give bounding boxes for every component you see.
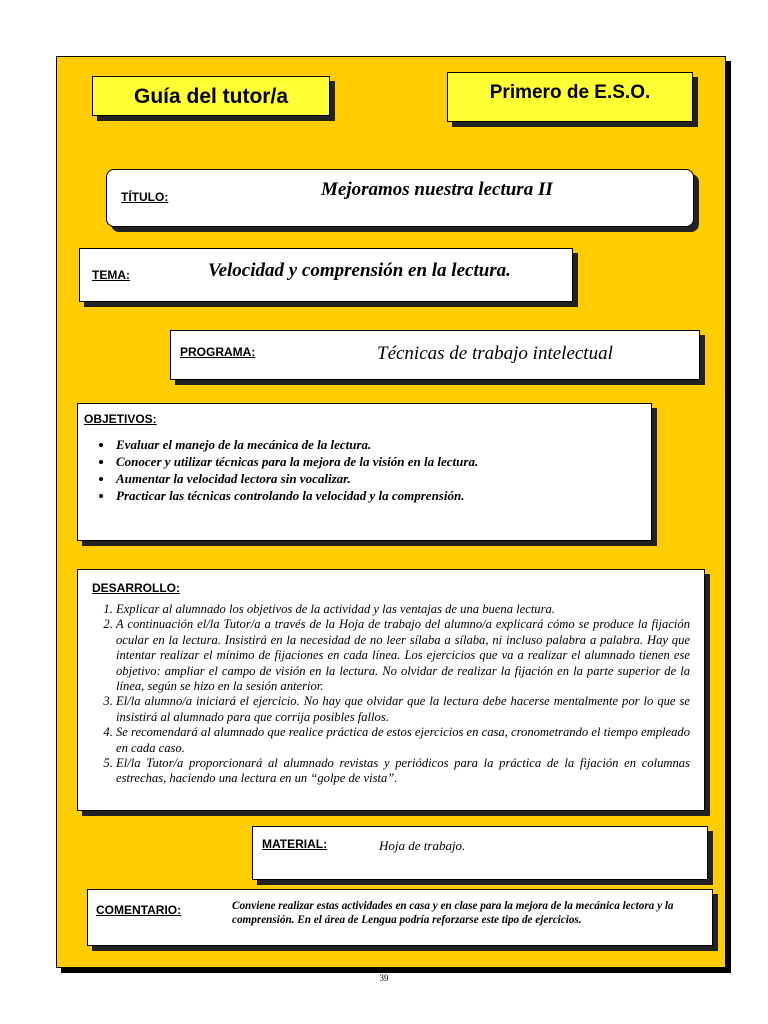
level-title: Primero de E.S.O. bbox=[489, 82, 651, 103]
list-item: • Aumentar la velocidad lectora sin vocalizar. bbox=[114, 470, 478, 487]
page-number: 39 bbox=[379, 973, 389, 983]
desarrollo-label: DESARROLLO: bbox=[92, 581, 180, 595]
list-item: 3. El/la alumno/a iniciará el ejercicio. No hay que olvidar que la lectura debe hacerse mentalmente por lo que se insistirá al alumnado para que corrija posibles fallos. bbox=[116, 694, 690, 725]
material-label: MATERIAL: bbox=[262, 837, 328, 851]
tema-box bbox=[79, 248, 573, 302]
material-box bbox=[252, 826, 708, 880]
desarrollo-box bbox=[77, 569, 705, 811]
titulo-label: TÍTULO: bbox=[121, 190, 169, 204]
titulo-value: Mejoramos nuestra lectura II bbox=[321, 179, 553, 200]
guide-title: Guía del tutor/a bbox=[133, 85, 288, 108]
list-item: • Evaluar el manejo de la mecánica de la lectura. bbox=[114, 436, 478, 453]
programa-value: Técnicas de trabajo intelectual bbox=[377, 343, 613, 364]
list-item: 2. A continuación el/la Tutor/a a través de la Hoja de trabajo del alumno/a explicará cómo se produce la fijación ocular en la lectura. Insistirá en la necesidad de no leer sílaba a sílaba, ni incluso palabra a palabra. Hay que intentar realizar el mínimo de fijaciones en cada línea. Los ejercicios que va a realizar el alumnado tienen ese objetivo: ampliar el campo de visión en la lectura. No olvidar de realizar la fijación en la parte superior de la línea, según se hizo en la sesión anterior. bbox=[116, 617, 690, 694]
objetivos-label: OBJETIVOS: bbox=[84, 412, 157, 426]
list-item: • Conocer y utilizar técnicas para la mejora de la visión en la lectura. bbox=[114, 453, 478, 470]
objetivos-box bbox=[77, 403, 652, 541]
objetivos-list bbox=[92, 436, 478, 504]
comentario-value: Conviene realizar estas actividades en casa y en clase para la mejora de la mecánica lectora y la comprensión. En el área de Lengua podría reforzarse este tipo de ejercicios. bbox=[232, 900, 674, 926]
programa-box bbox=[170, 330, 700, 380]
level-box bbox=[447, 72, 693, 122]
tema-label: TEMA: bbox=[92, 268, 130, 282]
desarrollo-list bbox=[96, 602, 690, 787]
list-item: 4. Se recomendará al alumnado que realice práctica de estos ejercicios en casa, cronometrando el tiempo empleado en cada caso. bbox=[116, 725, 690, 756]
guide-title-box bbox=[92, 76, 330, 116]
titulo-box bbox=[106, 169, 694, 227]
list-item: • Practicar las técnicas controlando la velocidad y la comprensión. bbox=[114, 487, 478, 504]
list-item: 1. Explicar al alumnado los objetivos de la actividad y las ventajas de una buena lectura. bbox=[116, 602, 690, 617]
tema-value: Velocidad y comprensión en la lectura. bbox=[208, 260, 511, 281]
material-value: Hoja de trabajo. bbox=[379, 838, 466, 853]
programa-label: PROGRAMA: bbox=[180, 345, 256, 359]
list-item: 5. El/la Tutor/a proporcionará al alumnado revistas y periódicos para la práctica de la fijación en columnas estrechas, haciendo una lectura en un “golpe de vista”. bbox=[116, 756, 690, 787]
comentario-label: COMENTARIO: bbox=[96, 903, 182, 917]
comentario-box bbox=[87, 889, 713, 946]
